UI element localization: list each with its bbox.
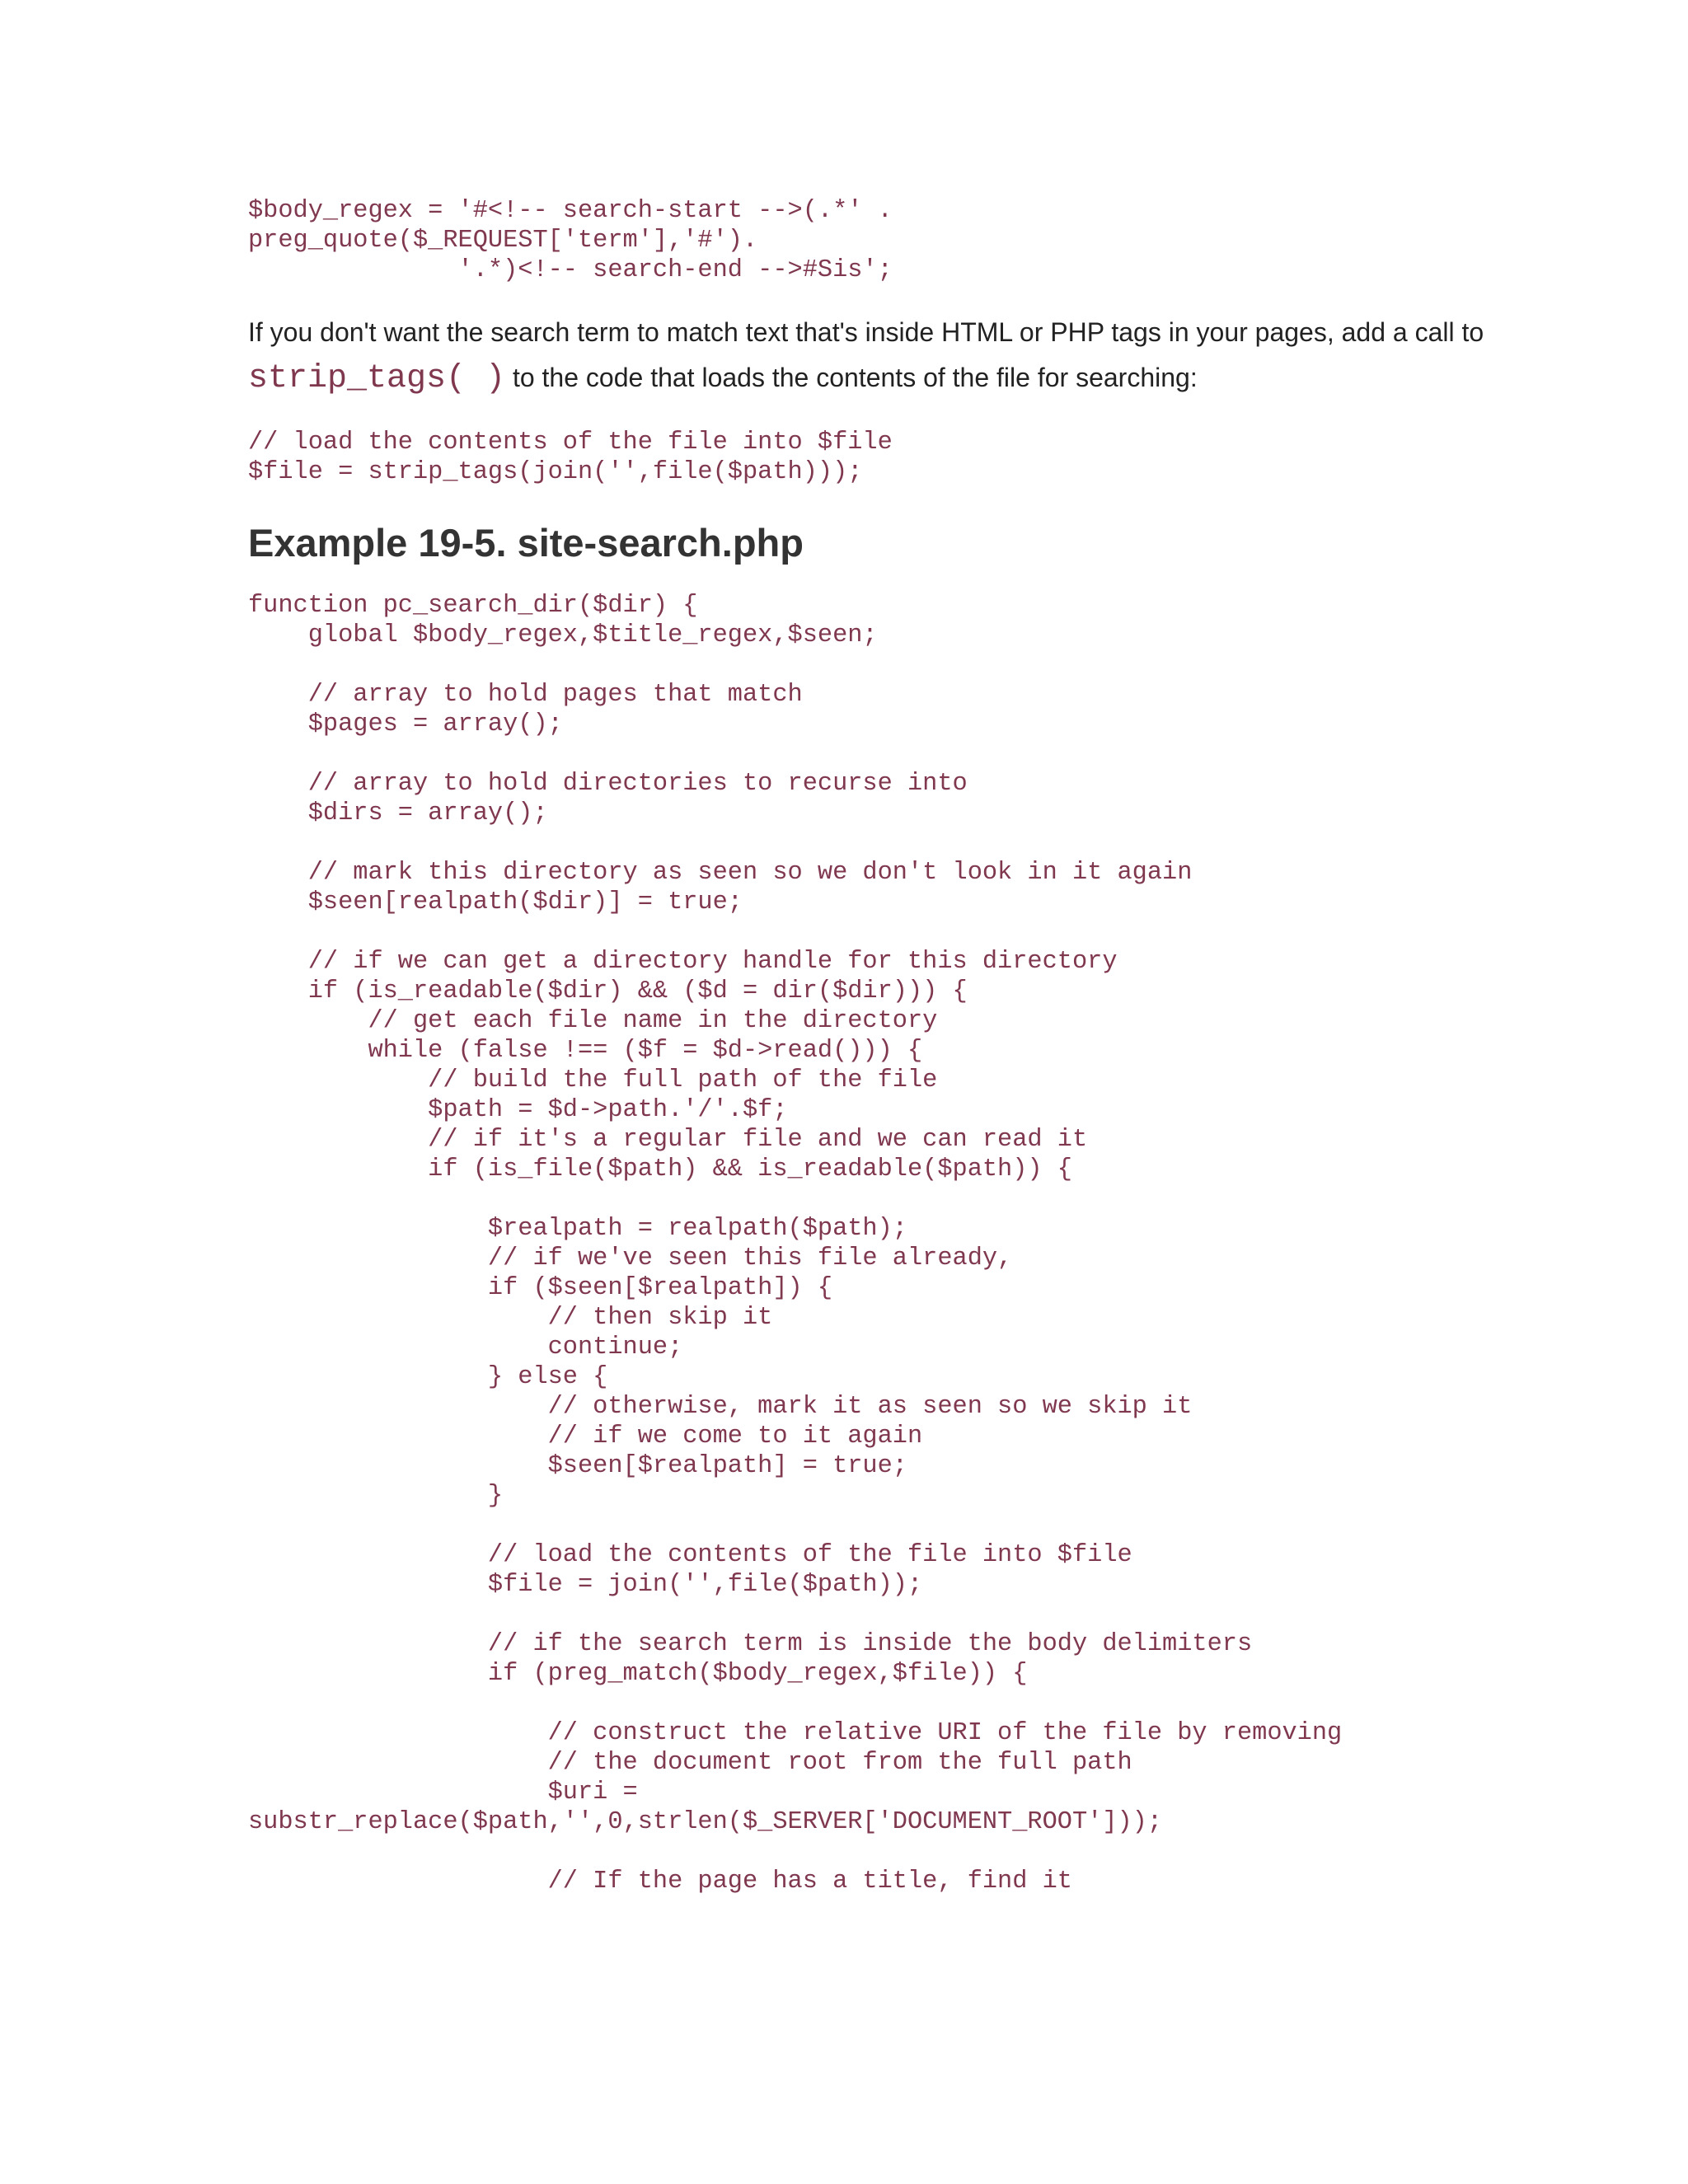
paragraph-strip-tags (248, 310, 1484, 401)
code-block-site-search: function pc_search_dir($dir) { global $body_regex,$title_regex,$seen; // array to hold pages that match $pages = array(); // array to hold directories to recurse into $dirs = array(); // mark this directory as seen so we don't look in it again $seen[realpath($dir)] = true; // if we can get a directory handle for this directory if (is_readable($dir) && ($d = dir($dir))) { // get each file name in the directory while (false !== ($f = $d->read())) { // build the full path of the file $path = $d->path.'/'.$f; // if it's a regular file and we can read it if (is_file($path) && is_readable($path)) { $realpath = realpath($path); // if we've seen this file already, if ($seen[$realpath]) { // then skip it continue; } else { // otherwise, mark it as seen so we skip it // if we come to it again $seen[$realpath] = true; } // load the contents of the file into $file $file = join('',file($path)); // if the search term is inside the body delimiters if (preg_match($body_regex,$file)) { // construct the relative URI of the file by removing // the document root from the full path $uri = substr_replace($path,'',0,strlen($_SERVER['DOCUMENT_ROOT'])); // If the page has a title, find it (248, 592, 1343, 1896)
example-heading: Example 19-5. site-search.php (248, 521, 804, 565)
code-block-body-regex: $body_regex = '#<!-- search-start -->(.*' . preg_quote($_REQUEST['term'],'#'). '.*)<!-- search-end -->#Sis'; (248, 197, 893, 284)
inline-code-strip-tags: strip_tags( ) (248, 360, 506, 397)
paragraph-text-before: If you don't want the search term to match text that's inside HTML or PHP tags in your pages, add a call to (248, 317, 1484, 347)
code-block-load-file: // load the contents of the file into $file $file = strip_tags(join('',file($path))); (248, 429, 893, 486)
paragraph-text-after: to the code that loads the contents of the file for searching: (505, 363, 1198, 392)
document-page (248, 196, 1484, 1896)
